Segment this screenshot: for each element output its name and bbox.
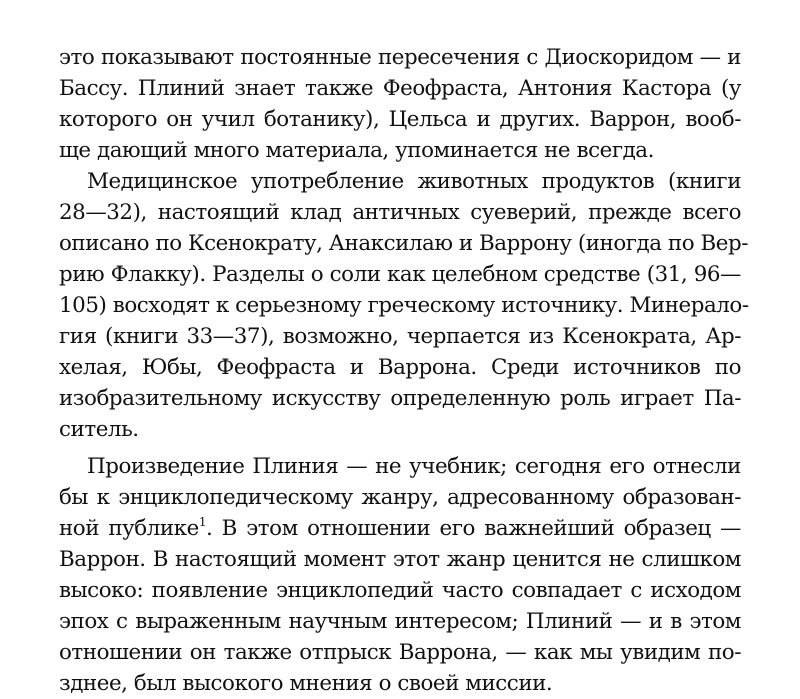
- text-line: хелая, Юбы, Феофраста и Варрона. Среди источников по: [59, 355, 741, 380]
- text-segment: . В этом отношении его важнейший образец —: [206, 516, 741, 541]
- text-line: Бассу. Плиний знает также Феофраста, Антония Кастора (у: [59, 76, 741, 101]
- text-line: Варрон. В настоящий момент этот жанр ценится не слишком: [59, 547, 741, 572]
- body-text: [59, 42, 749, 699]
- text-line: изобразительному искусству определенную роль играет Па-: [59, 386, 741, 411]
- text-line: рию Флакку). Разделы о соли как целебном средстве (31, 96—: [59, 262, 741, 287]
- text-line: ситель.: [59, 417, 139, 442]
- text-line: описано по Ксенократу, Анаксилаю и Варрону (иногда по Вер-: [59, 231, 748, 256]
- text-line: зднее, был высокого мнения о своей миссии.: [59, 671, 553, 696]
- text-line: 105) восходят к серьезному греческому источнику. Минерало-: [59, 293, 749, 318]
- text-line: Медицинское употребление животных продуктов (книги: [87, 169, 741, 194]
- text-line: бы к энциклопедическому жанру, адресованному образован-: [59, 485, 741, 510]
- footnote-marker: 1: [198, 515, 206, 529]
- text-line: эпох с выраженным научным интересом; Плиний — и в этом: [59, 609, 741, 634]
- text-segment: ной публике: [59, 516, 199, 541]
- text-line: гия (книги 33—37), возможно, черпается из Ксенократа, Ар-: [59, 324, 741, 349]
- text-line: Произведение Плиния — не учебник; сегодня его отнесли: [87, 454, 741, 479]
- text-line: 28—32), настоящий клад античных суеверий, прежде всего: [59, 200, 741, 225]
- text-line: высоко: появление энциклопедий часто совпадает с исходом: [59, 578, 741, 603]
- text-line: это показывают постоянные пересечения с Диоскоридом — и: [59, 45, 741, 70]
- text-line: ще дающий много материала, упоминается не всегда.: [59, 138, 654, 163]
- text-line: которого он учил ботанику), Цельса и других. Варрон, вооб-: [59, 107, 741, 132]
- text-line-with-footnote: [59, 513, 741, 544]
- text-line: отношении он также отпрыск Варрона, — как мы увидим по-: [59, 640, 741, 665]
